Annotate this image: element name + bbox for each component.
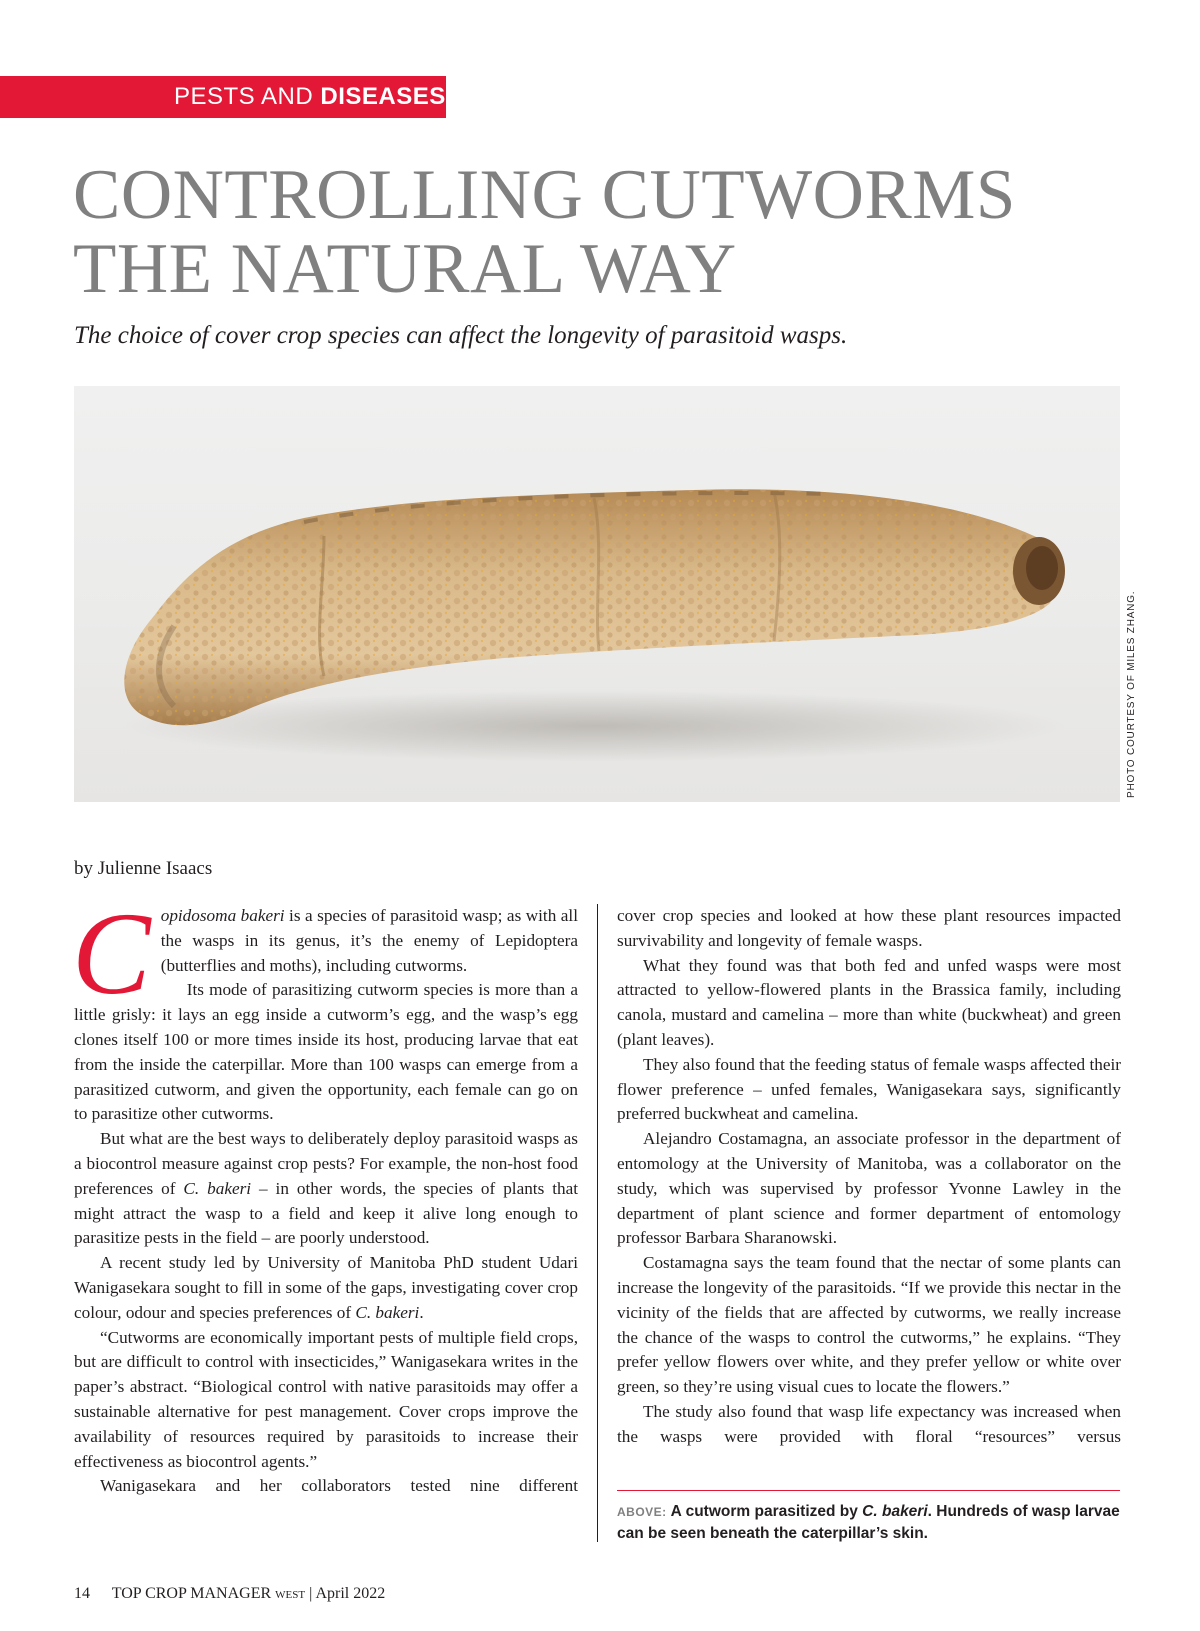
headline-line-2: THE NATURAL WAY (73, 230, 737, 308)
article-paragraph: Its mode of parasitizing cutworm species is more than a little grisly: it lays an egg inside a cutworm’s egg, and the wasp’s egg clones itself 100 or more times inside its host, producing larvae that eat from the inside the caterpillar. More than 100 wasps can emerge from a parasitized cutworm, and given the opportunity, each female can go on to parasitize other cutworms. (74, 980, 578, 1124)
headline-line-1: CONTROLLING CUTWORMS (73, 156, 1016, 234)
article-paragraph: Wanigasekara and her collaborators tested nine different (100, 1476, 578, 1496)
photo-caption: ABOVE: A cutworm parasitized by C. bakeri. Hundreds of wasp larvae can be seen beneath the caterpillar’s skin. (617, 1503, 1120, 1542)
magazine-name: TOP CROP MANAGER (111, 1585, 272, 1602)
article-deck: The choice of cover crop species can affect the longevity of parasitoid wasps. (74, 322, 848, 349)
drop-cap: C (72, 888, 151, 1019)
issue-date: April 2022 (315, 1585, 386, 1602)
article-paragraph: A recent study led by University of Manitoba PhD student Udari Wanigasekara sought to fill in some of the gaps, investigating cover crop colour, odour and species preferences of C. bakeri. (74, 1253, 578, 1322)
article-paragraph: cover crop species and looked at how these plant resources impacted survivability and longevity of female wasps. (617, 906, 1121, 950)
article-column-left (72, 888, 578, 1499)
article-paragraph: “Cutworms are economically important pests of multiple field crops, but are difficult to control with insecticides,” Wanigasekara writes in the paper’s abstract. “Biological control with native parasitoids may offer a sustainable alternative for pest management. Cover crops improve the availability of resources required by parasitoids to increase their effectiveness as biocontrol agents.” (74, 1327, 578, 1471)
column-divider (597, 904, 598, 1542)
article-paragraph: But what are the best ways to deliberately deploy parasitoid wasps as a biocontrol measure against crop pests? For example, the non-host food preferences of C. bakeri – in other words, the species of plants that might attract the wasp to a field and keep it alive long enough to parasitize pests in the field – are poorly understood. (74, 1129, 578, 1248)
page-footer (74, 1585, 385, 1603)
article-paragraph: Copidosoma bakeri is a species of parasitoid wasp; as with all the wasps in its genus, it’s the enemy of Lepidoptera (butterflies and moths), including cutworms. (72, 888, 578, 1019)
cutworm-photo (74, 386, 1120, 802)
photo-credit-text: PHOTO COURTESY OF MILES ZHANG. (1126, 590, 1137, 798)
page-number: 14 (74, 1585, 90, 1602)
article-paragraph: Alejandro Costamagna, an associate professor in the department of entomology at the University of Manitoba, was a collaborator on the study, which was supervised by professor Yvonne Lawley in the department of plant science and former department of entomology professor Barbara Sharanowski. (617, 1129, 1121, 1248)
article-column-right (617, 904, 1121, 1450)
section-label: PESTS AND (174, 83, 314, 110)
cutworm-illustration (74, 386, 1120, 802)
magazine-edition: WEST (275, 1589, 306, 1601)
article-paragraph: The study also found that wasp life expectancy was increased when the wasps were provided with floral “resources” versus (617, 1401, 1121, 1446)
article-paragraph: Costamagna says the team found that the nectar of some plants can increase the longevity of the parasitoids. “If we provide this nectar in the vicinity of the fields that are affected by cutworms, we really increase the chance of the wasps to control the cutworms,” he explains. “They prefer yellow flowers over white, and they prefer yellow or white over green, so they’re using visual cues to locate the flowers.” (617, 1253, 1121, 1397)
article-paragraph: They also found that the feeding status of female wasps affected their flower preference – unfed females, Wanigasekara says, significantly preferred buckwheat and camelina. (617, 1054, 1121, 1124)
article-paragraph: What they found was that both fed and unfed wasps were most attracted to yellow-flowered plants in the Brassica family, including canola, mustard and camelina – more than white (buckwheat) and green (plant leaves). (617, 955, 1121, 1049)
photo-credit (1126, 590, 1146, 1002)
byline: by Julienne Isaacs (74, 858, 213, 879)
section-banner (0, 76, 446, 118)
species-name: opidosoma bakeri (160, 906, 285, 925)
article-headline (73, 158, 1153, 306)
footer-separator: | (309, 1585, 313, 1602)
caption-label: ABOVE: (617, 1505, 667, 1519)
caption-divider (617, 1490, 1120, 1491)
section-label-bold: DISEASES (320, 83, 446, 110)
